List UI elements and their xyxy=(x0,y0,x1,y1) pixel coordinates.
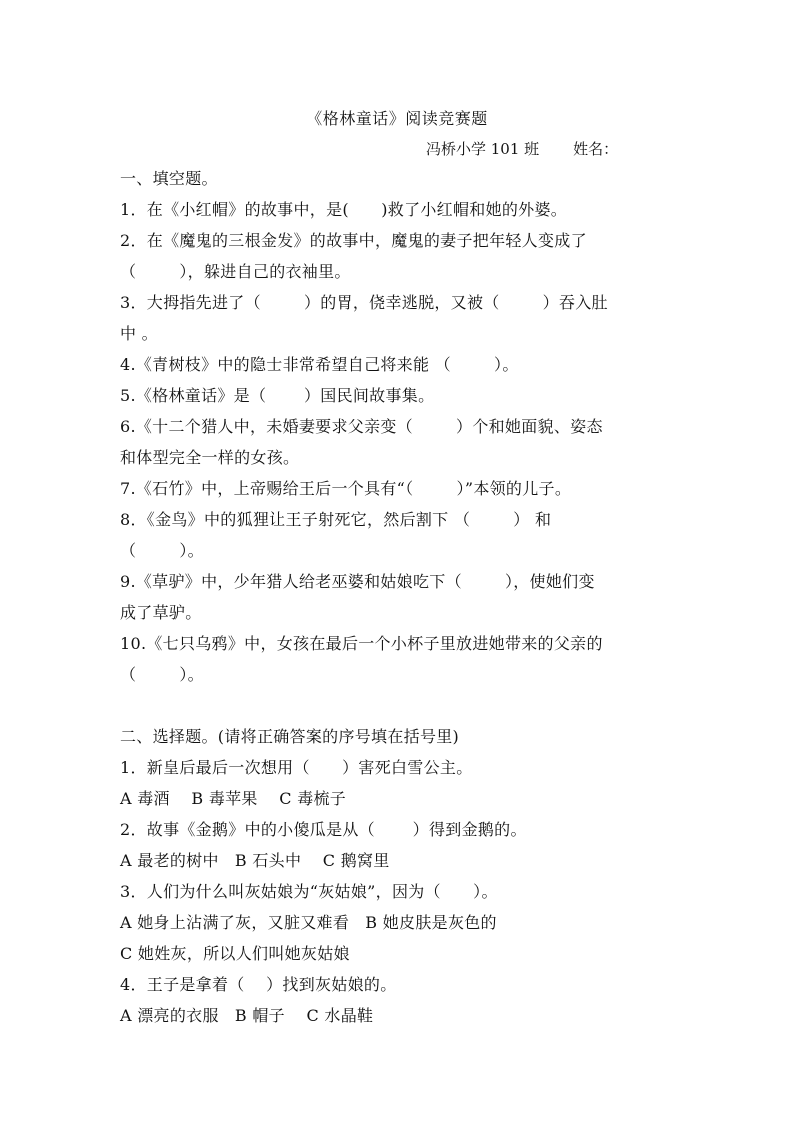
answer-options: A 毒酒 B 毒苹果 C 毒梳子 xyxy=(120,789,347,808)
page-title: 《格林童话》阅读竞赛题 xyxy=(306,109,488,128)
question-line: （ ）。 xyxy=(120,665,204,684)
answer-options: A 漂亮的衣服 B 帽子 C 水晶鞋 xyxy=(120,1006,374,1025)
question-line: 8．《金鸟》中的狐狸让王子射死它，然后割下 （ ） 和 xyxy=(120,510,552,529)
question-line: 2．故事《金鹅》中的小傻瓜是从（ ）得到金鹅的。 xyxy=(120,820,527,839)
answer-options: A 她身上沾满了灰，又脏又难看 B 她皮肤是灰色的 xyxy=(120,913,497,932)
class-info xyxy=(426,138,618,159)
question-content xyxy=(120,163,680,1031)
question-line: 2．在《魔鬼的三根金发》的故事中，魔鬼的妻子把年轻人变成了 xyxy=(120,231,587,250)
answer-options: C 她姓灰，所以人们叫她灰姑娘 xyxy=(120,944,350,963)
question-line: 5.《格林童话》是（ ）国民间故事集。 xyxy=(120,386,435,405)
question-line: 4.《青树枝》中的隐士非常希望自己将来能 （ ）。 xyxy=(120,355,519,374)
section-spacer xyxy=(120,690,680,721)
section-heading-multiple-choice: 二、选择题。(请将正确答案的序号填在括号里) xyxy=(120,727,460,746)
school-class-label: 冯桥小学 101 班 xyxy=(426,140,540,158)
question-line: 9.《草驴》中，少年猎人给老巫婆和姑娘吃下（ ），使她们变 xyxy=(120,572,595,591)
question-line: 1．在《小红帽》的故事中，是( )救了小红帽和她的外婆。 xyxy=(120,200,568,219)
question-line: 1．新皇后最后一次想用（ ）害死白雪公主。 xyxy=(120,758,473,777)
question-line: 和体型完全一样的女孩。 xyxy=(120,448,300,467)
question-line: 中 。 xyxy=(120,324,158,343)
question-line: 4．王子是拿着（ ）找到灰姑娘的。 xyxy=(120,975,397,994)
name-field-label: 姓名： xyxy=(573,140,619,158)
question-line: 6.《十二个猎人中，未婚妻要求父亲变（ ）个和她面貌、姿态 xyxy=(120,417,603,436)
question-line: （ ）。 xyxy=(120,541,204,560)
section-heading-fill-blank: 一、填空题。 xyxy=(120,169,218,188)
answer-options: A 最老的树中 B 石头中 C 鹅窝里 xyxy=(120,851,390,870)
question-line: 7.《石竹》中，上帝赐给王后一个具有“（ ）”本领的儿子。 xyxy=(120,479,572,498)
question-line: 3．人们为什么叫灰姑娘为“灰姑娘”，因为（ ）。 xyxy=(120,882,498,901)
question-line: （ ），躲进自己的衣袖里。 xyxy=(120,262,351,281)
question-line: 10.《七只乌鸦》中，女孩在最后一个小杯子里放进她带来的父亲的 xyxy=(120,634,603,653)
question-line: 成了草驴。 xyxy=(120,603,202,622)
question-line: 3．大拇指先进了（ ）的胃，侥幸逃脱，又被（ ）吞入肚 xyxy=(120,293,608,312)
